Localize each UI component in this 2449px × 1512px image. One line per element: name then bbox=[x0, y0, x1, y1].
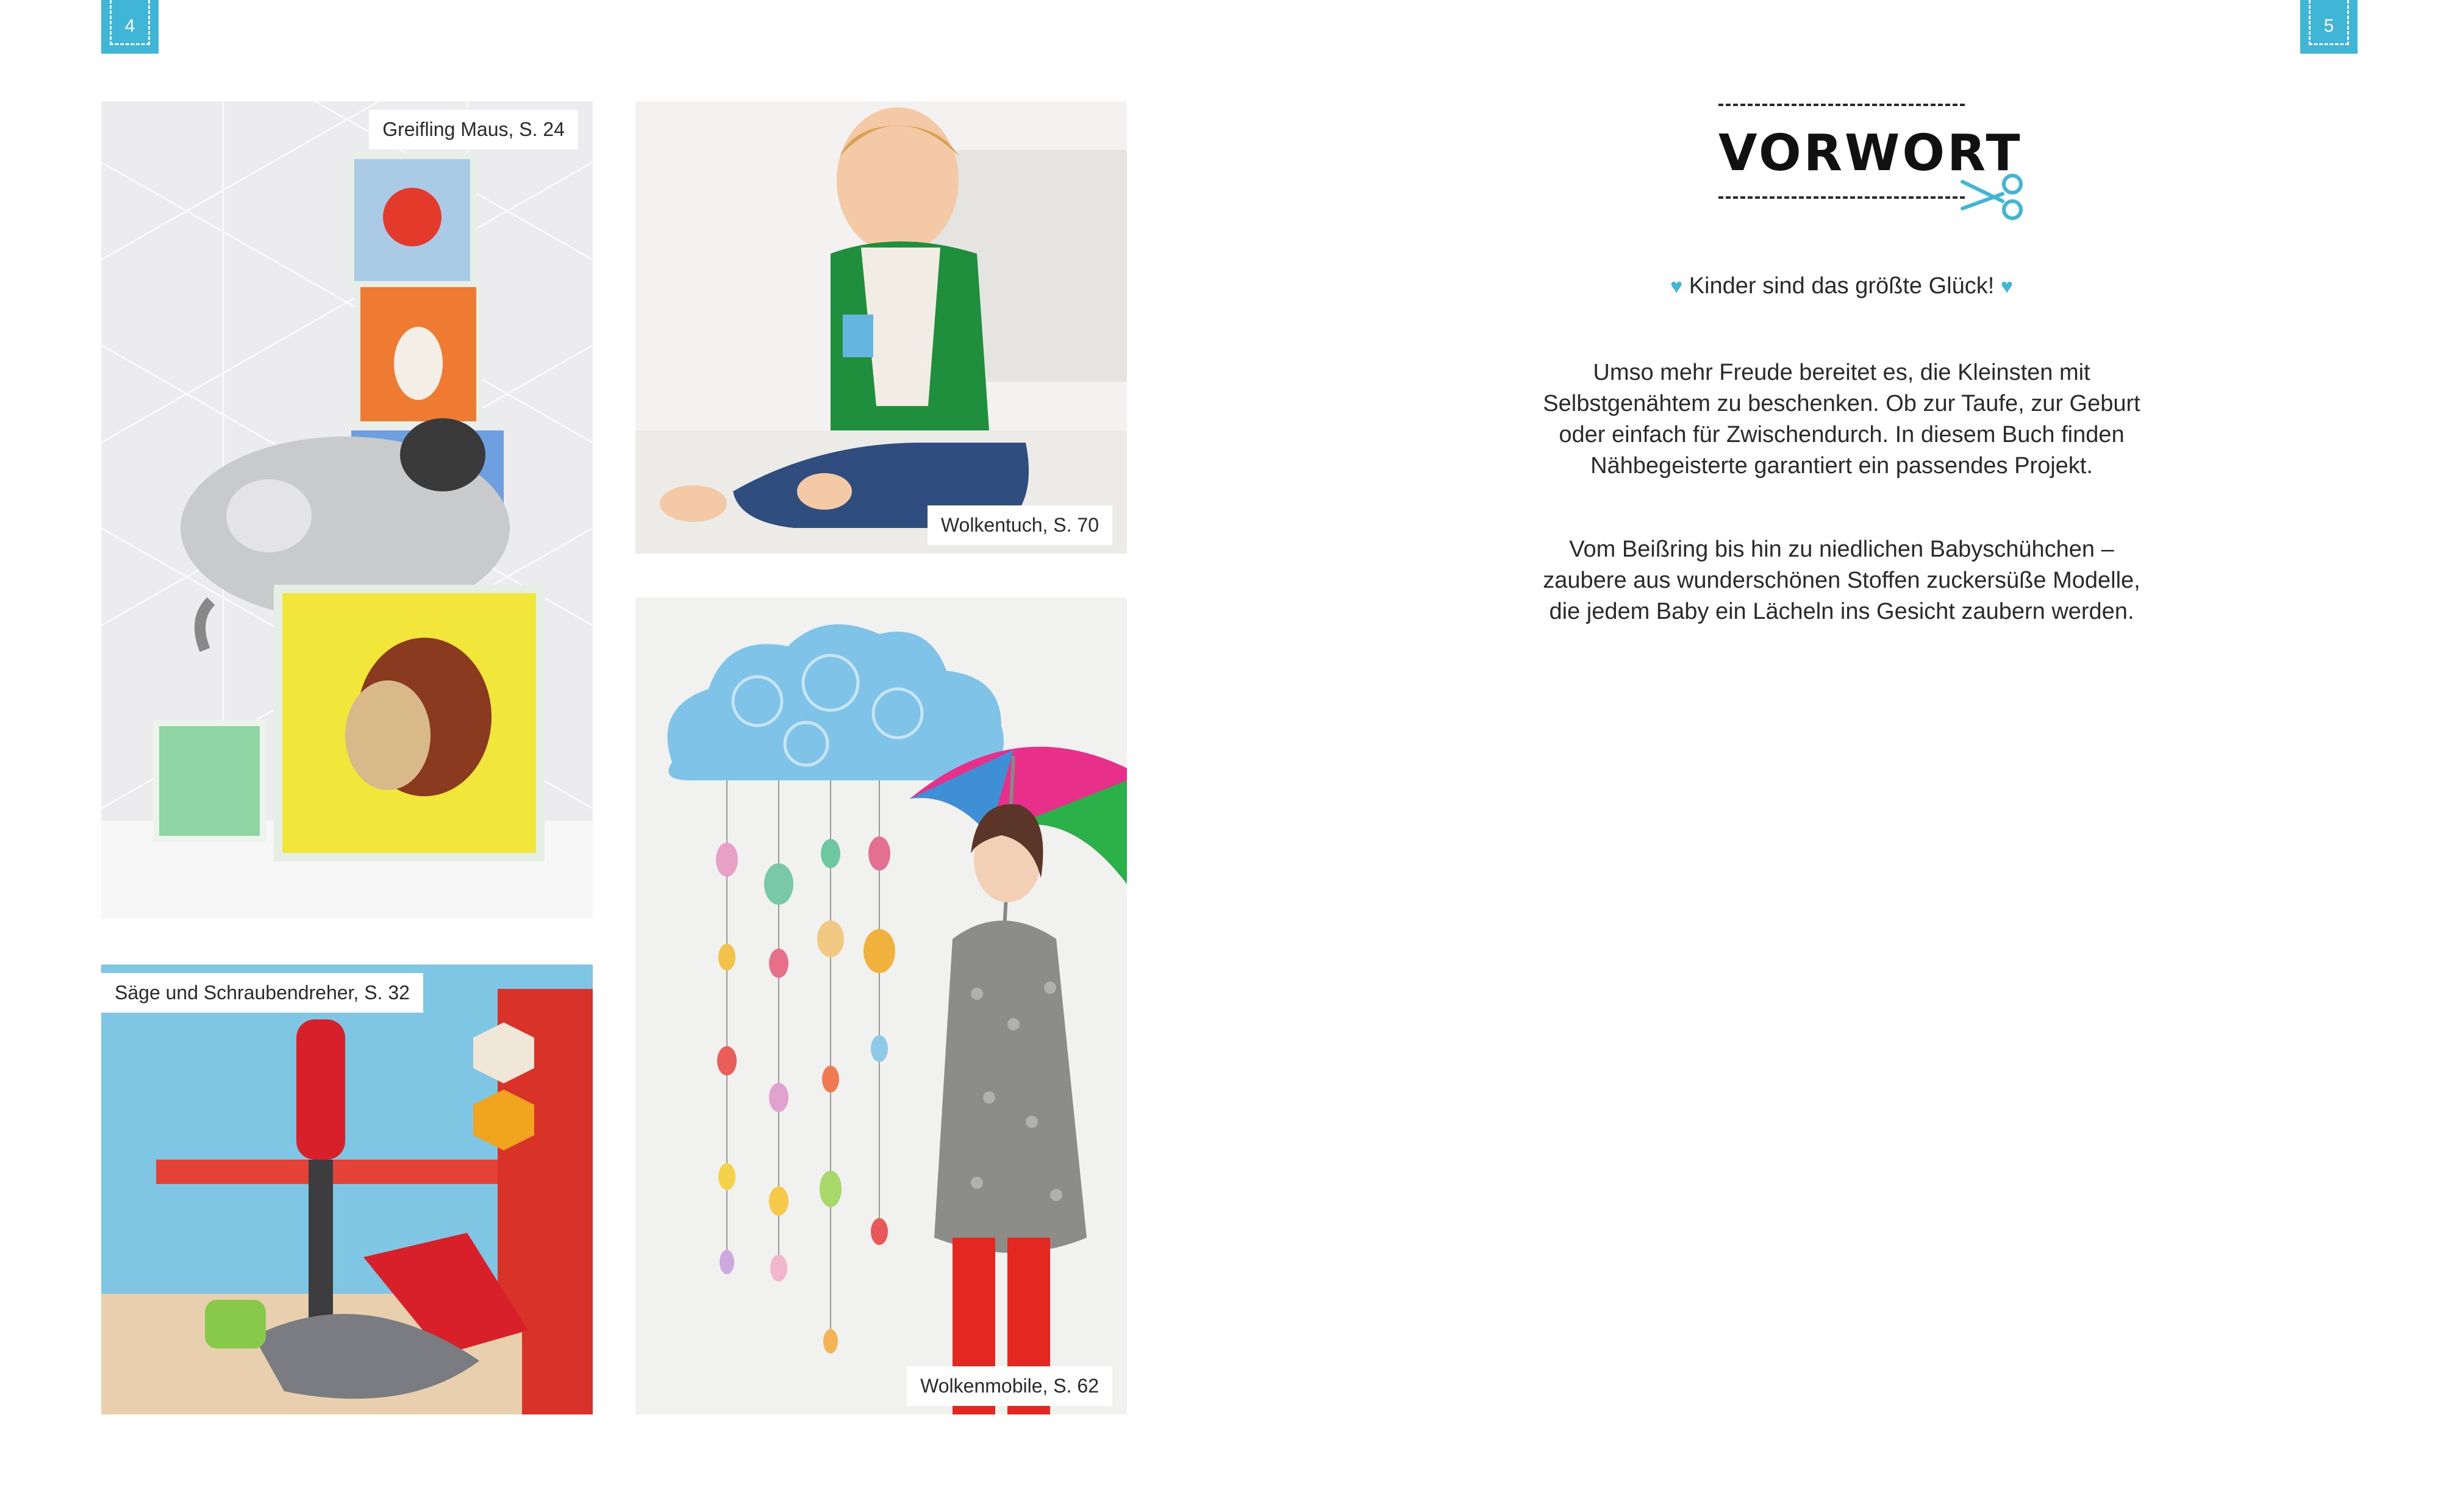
page-number-left-text: 4 bbox=[124, 16, 135, 36]
dashed-line-bottom bbox=[1718, 196, 1965, 199]
foreword-title: VORWORT bbox=[1718, 124, 2023, 182]
paragraph-line: Nähbegeisterte garantiert ein passendes Projekt. bbox=[1590, 453, 2093, 479]
dashed-line-top bbox=[1718, 104, 1965, 106]
tagline-text: Kinder sind das größte Glück! bbox=[1689, 273, 1995, 299]
photo-greifling-maus bbox=[101, 101, 593, 918]
foreword-paragraph-1 bbox=[1512, 357, 2171, 482]
photo-wolkentuch bbox=[635, 101, 1127, 554]
caption-wolkenmobile: Wolkenmobile, S. 62 bbox=[907, 1366, 1112, 1406]
heart-icon: ♥ bbox=[1670, 275, 1683, 298]
paragraph-line: zaubere aus wunderschönen Stoffen zuckersüße Modelle, bbox=[1543, 568, 2140, 593]
photo-wolkenmobile bbox=[635, 597, 1127, 1414]
foreword-tagline bbox=[1598, 273, 2086, 299]
caption-wolkentuch: Wolkentuch, S. 70 bbox=[928, 505, 1112, 545]
heart-icon: ♥ bbox=[2000, 275, 2014, 298]
page-number-right-text: 5 bbox=[2323, 16, 2334, 36]
page-number-left bbox=[101, 0, 159, 54]
paragraph-line: Vom Beißring bis hin zu niedlichen Babyschühchen – bbox=[1569, 537, 2114, 562]
page-number-right bbox=[2300, 0, 2358, 54]
foreword-paragraph-2 bbox=[1512, 534, 2171, 627]
caption-greifling-maus: Greifling Maus, S. 24 bbox=[369, 110, 578, 149]
caption-saege-schraubendreher: Säge und Schraubendreher, S. 32 bbox=[101, 973, 423, 1013]
paragraph-line: Umso mehr Freude bereitet es, die Kleinsten mit bbox=[1593, 360, 2090, 385]
photo-saege-schraubendreher bbox=[101, 965, 593, 1414]
foreword-heading bbox=[1718, 98, 2036, 232]
paragraph-line: die jedem Baby ein Lächeln ins Gesicht zaubern werden. bbox=[1549, 599, 2134, 624]
scissors-icon bbox=[1960, 169, 2027, 224]
paragraph-line: Selbstgenähtem zu beschenken. Ob zur Taufe, zur Geburt bbox=[1543, 391, 2140, 416]
paragraph-line: oder einfach für Zwischendurch. In diesem Buch finden bbox=[1559, 422, 2125, 448]
